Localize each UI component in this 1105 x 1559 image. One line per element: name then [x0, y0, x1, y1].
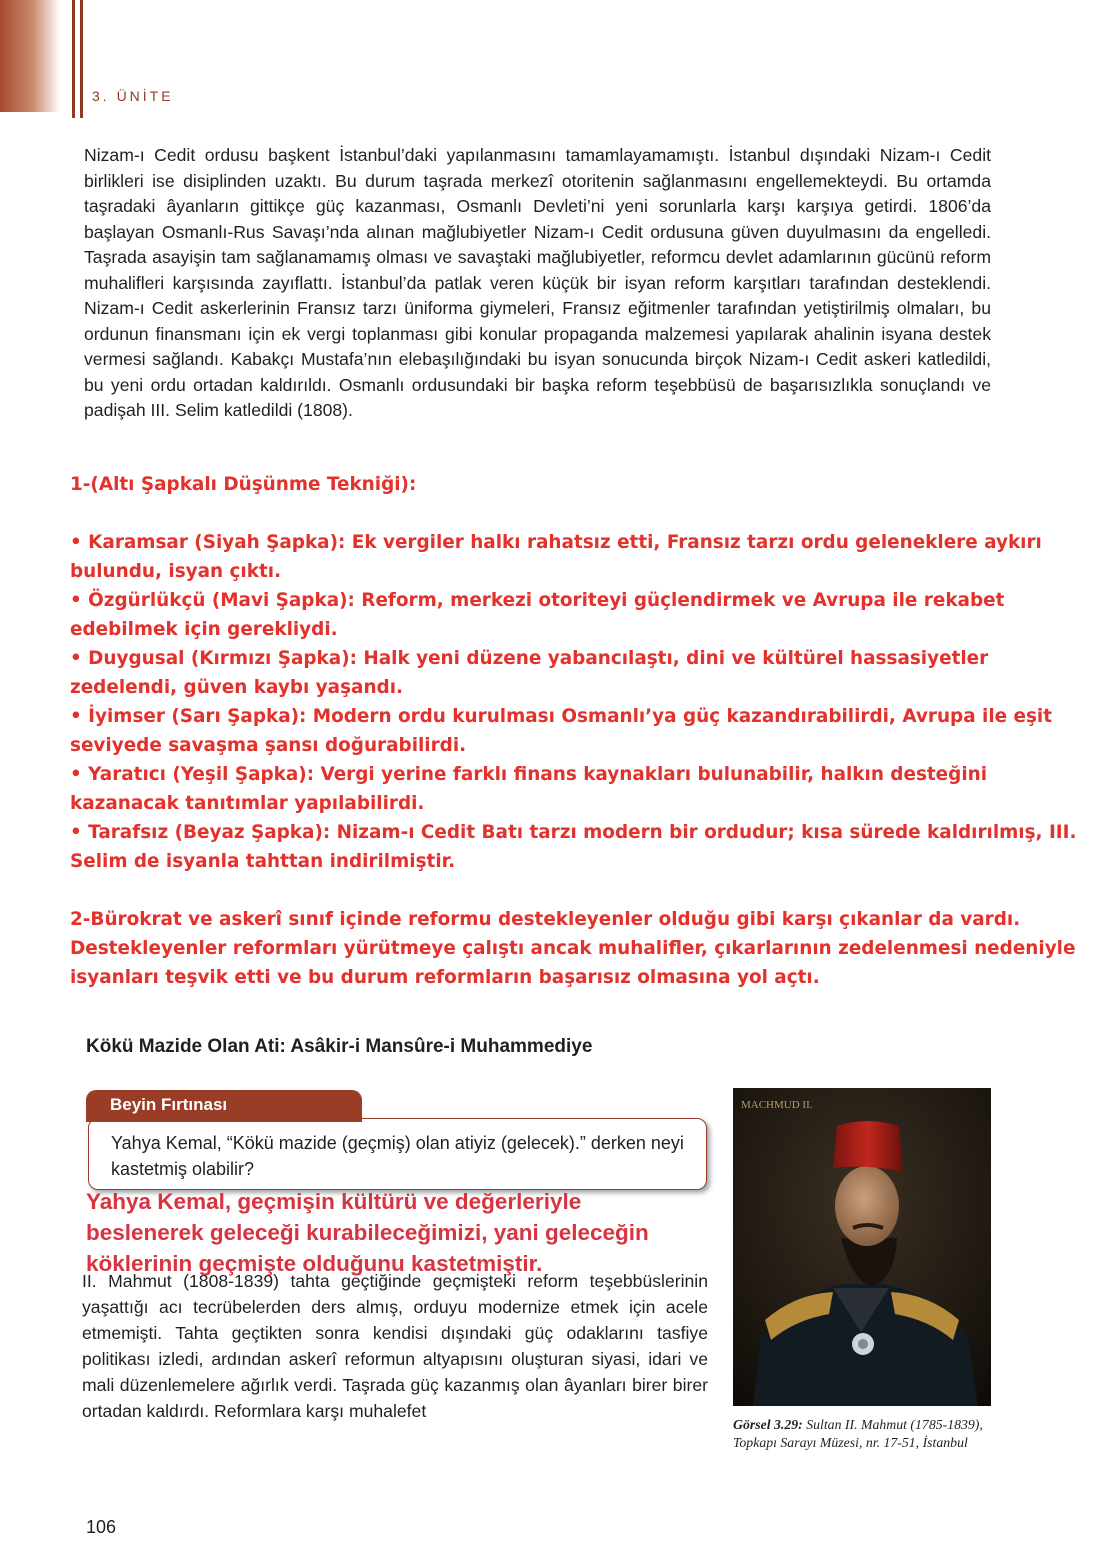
brainstorm-answer — [86, 1186, 726, 1278]
paragraph-mahmut: II. Mahmut (1808-1839) tahta geçtiğinde geçmişteki reform teşebbüslerinin yaşattığı acı tecrübelerden ders almış, orduyu modernize etmek için acele etmemişti. Tahta geçtikten sonra kendisi dışındaki güç odaklarını tasfiye politikası izledi, ardından askerî reformun altyapısını oluşturan siyasi, idari ve mali düzenlemelere ağırlık verdi. Taşrada güç kazanmış olan âyanları birer birer ortadan kaldırdı. Reformlara karşı muhalefet — [82, 1271, 708, 1421]
figure-caption — [733, 1416, 995, 1452]
sultan-portrait — [733, 1088, 991, 1406]
hat-yellow: • İyimser (Sarı Şapka): Modern ordu kurulması Osmanlı’ya güç kazandırabilirdi, Avrupa ile eşit seviyede savaşma şansı doğurabilirdi. — [70, 706, 1053, 756]
portrait-inscription: MACHMUD II. — [741, 1099, 813, 1111]
hat-black: • Karamsar (Siyah Şapka): Ek vergiler halkı rahatsız etti, Fransız tarzı ordu geleneklere aykırı bulundu, isyan çıktı. — [70, 532, 1042, 582]
hat-blue: • Özgürlükçü (Mavi Şapka): Reform, merkezi otoriteyi güçlendirmek ve Avrupa ile rekabet edebilmek için gerekliydi. — [70, 590, 1005, 640]
header-rule-right — [80, 0, 83, 118]
page-number: 106 — [86, 1517, 117, 1537]
hat-white: • Tarafsız (Beyaz Şapka): Nizam-ı Cedit Batı tarzı modern bir ordudur; kısa sürede kaldırılmış, III. Selim de isyanla tahttan indirilmiştir. — [70, 822, 1077, 872]
paragraph-nizam-i-cedit: Nizam-ı Cedit ordusu başkent İstanbul’daki yapılanmasını tamamlayamamıştı. İstanbul dışındaki Nizam-ı Cedit birlikleri ise disiplinden uzaktı. Bu durum taşrada merkezî otoritenin sağlanmasını engellemekteydi. Bu ortamda taşradaki âyanların gittikçe güç kazanması, Osmanlı Devleti’ni yeni sorunlarla karşı karşıya getirdi. 1806’da başlayan Osmanlı-Rus Savaşı’nda alınan mağlubiyetler Nizam-ı Cedit ordusuna güven duyulmasını da engelledi. Taşrada asayişin tam sağlanamamış olması ve savaştaki mağlubiyetler, reformcu devlet adamlarının gücünü reform muhalifleri karşısında zayıflattı. İstanbul’da patlak veren küçük bir isyan reform karşıtları tarafından desteklendi. Nizam-ı Cedit askerlerinin Fransız tarzı üniforma giymeleri, Fransız eğitmenler tarafından yetiştirilmiş olmaları, bu ordunun finansmanı için ek vergi toplanması gibi konular propaganda malzemesi yapılarak ahalinin isyana destek vermesi sağlandı. Kabakçı Mustafa’nın elebaşılığındaki bu isyan sonucunda birçok Nizam-ı Cedit askeri katledildi, bu yeni ordu ortadan kaldırıldı. Osmanlı ordusundaki bir başka reform teşebbüsü de başarısızlıkla sonuçlandı ve padişah III. Selim katledildi (1808). — [84, 145, 991, 420]
answer-item-2: 2-Bürokrat ve askerî sınıf içinde reformu destekleyenler olduğu gibi karşı çıkanlar da vardı. Destekleyenler reformları yürütmeye çalıştı ancak muhalifler, çıkarlarının zedelenmesi nedeniyle isyanları teşvik etti ve bu durum reformların başarısız olmasına yol açtı. — [70, 909, 1076, 988]
answer-heading: 1-(Altı Şapkalı Düşünme Tekniği): — [70, 474, 417, 495]
brainstorm-answer-line: köklerinin geçmişte olduğunu kastetmiştir. — [86, 1251, 543, 1276]
section-title: Kökü Mazide Olan Ati: Asâkir-i Mansûre-i Muhammediye — [86, 1036, 593, 1057]
brainstorm-answer-line: beslenerek geleceği kurabileceğimizi, yani geleceğin — [86, 1220, 649, 1245]
brainstorm-tab-label: Beyin Fırtınası — [110, 1095, 228, 1114]
hat-green: • Yaratıcı (Yeşil Şapka): Vergi yerine farklı finans kaynakları bulunabilir, halkın desteğini kazanacak tanıtımlar yapılabilirdi. — [70, 764, 988, 814]
brainstorm-answer-line: Yahya Kemal, geçmişin kültürü ve değerleriyle — [86, 1189, 582, 1214]
caption-text: Sultan II. Mahmut (1785-1839), Topkapı Sarayı Müzesi, nr. 17-51, İstanbul — [733, 1417, 983, 1450]
hat-red: • Duygusal (Kırmızı Şapka): Halk yeni düzene yabancılaştı, dini ve kültürel hassasiyetler zedelendi, güven kaybı yaşandı. — [70, 648, 989, 698]
unit-label: 3. ÜNİTE — [92, 88, 174, 104]
brainstorm-question: Yahya Kemal, “Kökü mazide (geçmiş) olan atiyiz (gelecek).” derken neyi kastetmiş olabilir? — [111, 1133, 684, 1179]
brainstorm-tab — [86, 1090, 362, 1122]
corner-decoration — [0, 0, 60, 112]
caption-label: Görsel 3.29: — [733, 1417, 803, 1432]
brainstorm-box — [88, 1118, 707, 1190]
header-rule-left — [72, 0, 75, 118]
answer-block — [70, 470, 1080, 992]
